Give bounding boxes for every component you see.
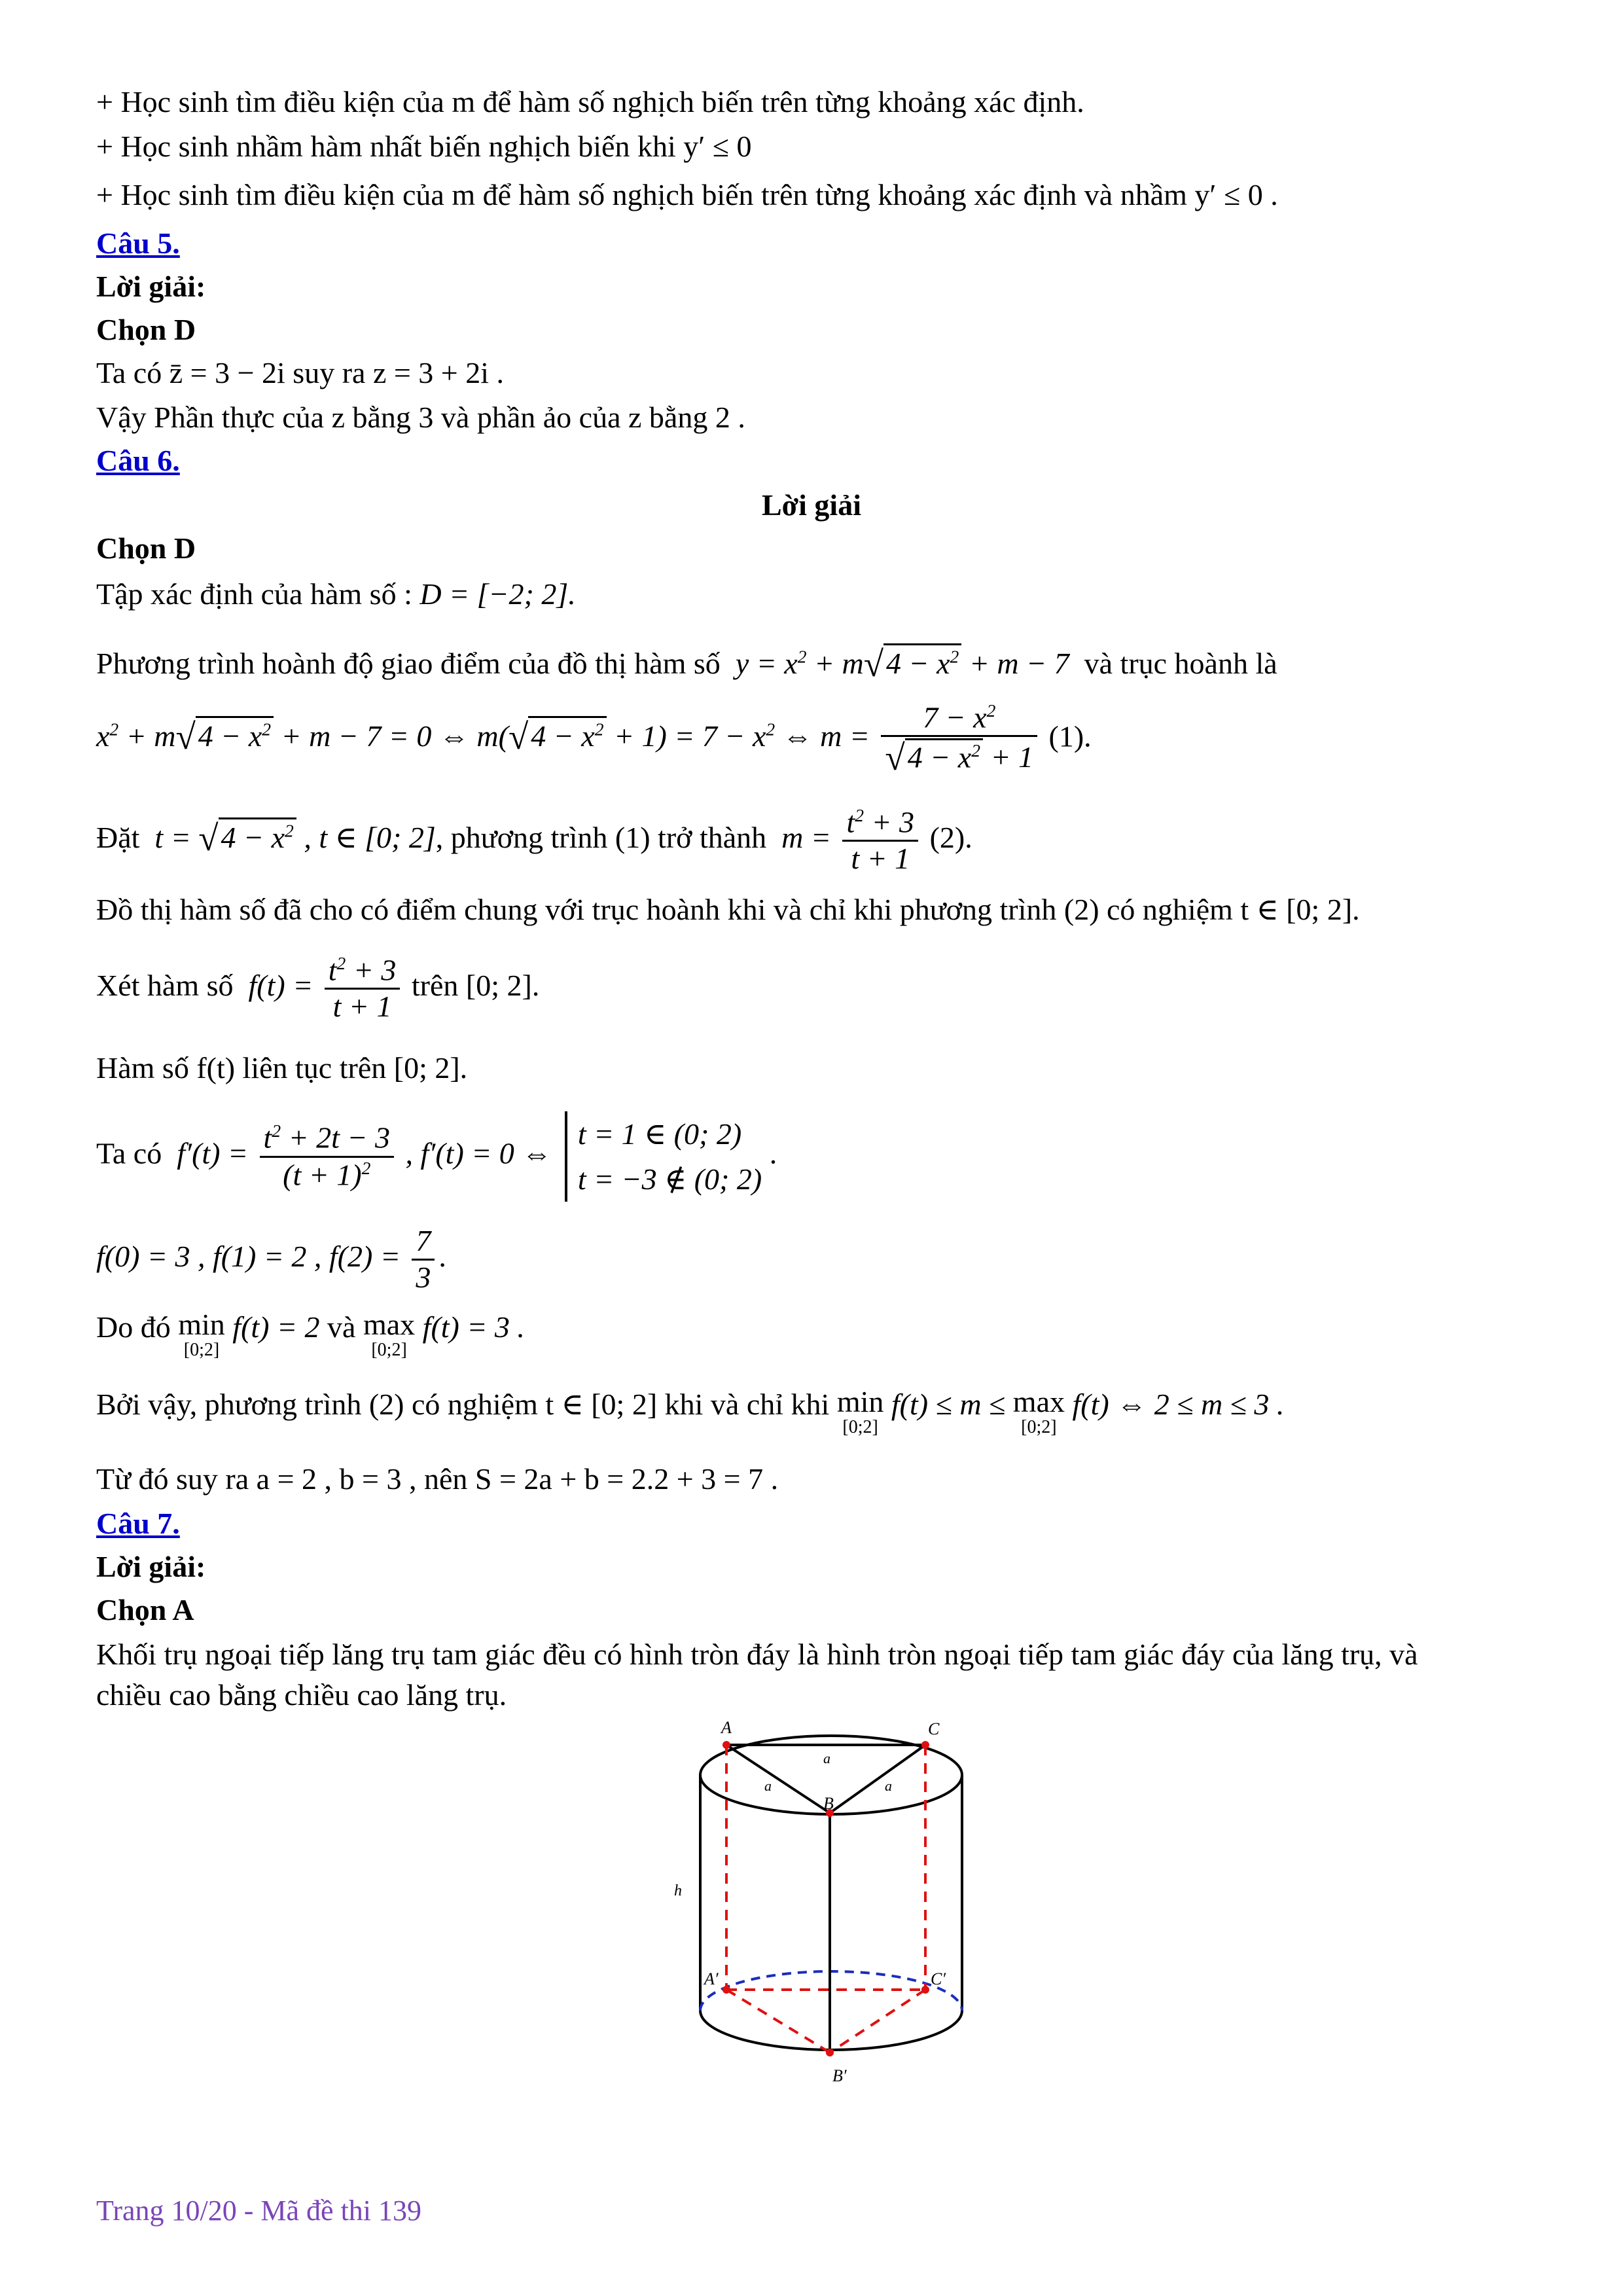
min-interval: [0;2]: [183, 1340, 220, 1361]
solution-cases: [565, 1111, 762, 1202]
label-C2: C′: [931, 1969, 946, 1988]
q6-condition-line: Bởi vậy, phương trình (2) có nghiệm t ∈ [0; 2] khi và chỉ khi min [0;2] f(t) ≤ m ≤ max [0;2] f(t) ⇔ 2 ≤ m ≤ 3 .: [96, 1385, 1285, 1438]
q6-values-line: f(0) = 3 , f(1) = 2 , f(2) = $\frac{7}{3}$ .: [96, 1224, 446, 1294]
label-A2: A′: [704, 1969, 719, 1988]
domain-text: Tập xác định của hàm số :: [96, 577, 412, 611]
q5-solution-heading: Lời giải:: [96, 270, 206, 303]
values-text: f(0) = 3 , f(1) = 2 , f(2) =: [96, 1239, 401, 1273]
note-line-3: + Học sinh tìm điều kiện của m để hàm số nghịch biến trên từng khoảng xác định và nhầm y′ ≤ 0 .: [96, 178, 1278, 211]
q7-answer: Chọn A: [96, 1593, 194, 1626]
boivay-text: Bởi vậy, phương trình (2) có nghiệm t ∈ [0; 2] khi và chỉ khi: [96, 1388, 830, 1421]
label-B: B: [823, 1794, 834, 1813]
q6-graph-line: Đồ thị hàm số đã cho có điểm chung với trục hoành khi và chỉ khi phương trình (2) có nghiệm t ∈ [0; 2].: [96, 893, 1360, 926]
note-line-1: + Học sinh tìm điều kiện của m để hàm số nghịch biến trên từng khoảng xác định.: [96, 85, 1084, 118]
q7-solution-heading: Lời giải:: [96, 1550, 206, 1583]
vertex-A: [722, 1741, 730, 1749]
intersection-tail: và trục hoành là: [1084, 647, 1277, 680]
label-a-right: a: [885, 1778, 892, 1794]
vertex-B2: [826, 2049, 834, 2056]
min-value: f(t) = 2: [232, 1310, 320, 1344]
edge-A2B2: [726, 1990, 830, 2053]
note-line-2: + Học sinh nhầm hàm nhất biến nghịch biến khi y′ ≤ 0: [96, 130, 752, 163]
label-a-left: a: [764, 1778, 772, 1794]
q5-line-1: Ta có z̄ = 3 − 2i suy ra z = 3 + 2i .: [96, 356, 505, 389]
q6-answer: Chọn D: [96, 531, 196, 565]
case-2: t = −3 ∉ (0; 2): [577, 1162, 762, 1196]
max-interval: [0;2]: [371, 1340, 407, 1361]
question-6-title[interactable]: Câu 6.: [96, 444, 180, 477]
q6-equation-line: $x^2 + m√4 - x^2 + m - 7 = 0$ ⇔ $m(√4 - x^2 + 1) = 7 - x^2$ ⇔ m = $\frac{7 - x^2}{√4 - x^2 + 1}$ (1).: [96, 700, 1092, 778]
question-5-title[interactable]: Câu 5.: [96, 226, 180, 260]
page-footer: Trang 10/20 - Mã đề thi 139: [96, 2195, 422, 2227]
q6-minmax-line: Do đó min [0;2] f(t) = 2 và max [0;2] f(t) = 3 .: [96, 1308, 525, 1361]
cond-min-interval: [0;2]: [842, 1417, 878, 1438]
vertex-C2: [921, 1986, 929, 1994]
q7-paragraph-line-1: Khối trụ ngoại tiếp lăng trụ tam giác đều có hình tròn đáy là hình tròn ngoại tiếp tam giác đáy của lăng trụ, và: [96, 1638, 1418, 1671]
case-1: t = 1 ∈ (0; 2): [577, 1117, 742, 1151]
max-value: f(t) = 3 .: [422, 1310, 525, 1344]
taco-text: Ta có: [96, 1136, 162, 1170]
q6-conclusion-line: Từ đó suy ra a = 2 , b = 3 , nên S = 2a + b = 2.2 + 3 = 7 .: [96, 1462, 779, 1496]
dat-mid: , phương trình (1) trở thành: [435, 821, 767, 855]
function-formula: $y = x^2 + m√4 - x^2 + m - 7$: [728, 644, 1077, 684]
q6-domain-line: [96, 576, 576, 612]
edge-CB: [830, 1745, 925, 1813]
q6-intersection-line: [96, 643, 1277, 686]
q5-answer: Chọn D: [96, 313, 196, 346]
label-h: h: [674, 1882, 682, 1899]
xet-tail: trên [0; 2].: [411, 969, 540, 1003]
label-a-top: a: [823, 1750, 830, 1767]
label-B2: B′: [832, 2066, 847, 2085]
cond-max-interval: [0;2]: [1021, 1417, 1057, 1438]
q7-paragraph-line-2: chiều cao bằng chiều cao lăng trụ.: [96, 1678, 507, 1712]
q5-line-2: Vậy Phần thực của z bằng 3 và phần ảo của z bằng 2 .: [96, 401, 745, 434]
intersection-text: Phương trình hoành độ giao điểm của đồ thị hàm số: [96, 647, 721, 680]
and-text: và: [327, 1310, 356, 1344]
q6-continuity-line: Hàm số f(t) liên tục trên [0; 2].: [96, 1051, 468, 1085]
cylinder-prism-figure: [674, 1715, 982, 2094]
label-C: C: [928, 1719, 940, 1738]
q6-solution-heading: Lời giải: [762, 488, 861, 522]
label-A: A: [721, 1718, 732, 1737]
vertex-A2: [722, 1986, 730, 1994]
dat-text: Đặt: [96, 821, 140, 855]
boivay-tail: ⇔ 2 ≤ m ≤ 3 .: [1116, 1388, 1285, 1421]
xet-text: Xét hàm số: [96, 969, 234, 1003]
q6-derivative-line: Ta có f′(t) = $\frac{t^2 + 2t - 3}{(t + 1)^2}$ , f′(t) = 0 ⇔ t = 1 ∈ (0; 2) t = −3 ∉ (0; 2) .: [96, 1111, 777, 1202]
q6-substitution-line: Đặt $t = √4 - x^2$ , t ∈ [0; 2], phương trình (1) trở thành m = $\frac{t^2 + 3}{t + 1}$ (2).: [96, 805, 972, 876]
domain-math: D = [−2; 2].: [419, 577, 576, 611]
vertex-C: [921, 1741, 929, 1749]
dodo-text: Do đó: [96, 1310, 171, 1344]
q6-consider-line: Xét hàm số f(t) = $\frac{t^2 + 3}{t + 1}$ trên [0; 2].: [96, 953, 540, 1024]
question-7-title[interactable]: Câu 7.: [96, 1507, 180, 1540]
